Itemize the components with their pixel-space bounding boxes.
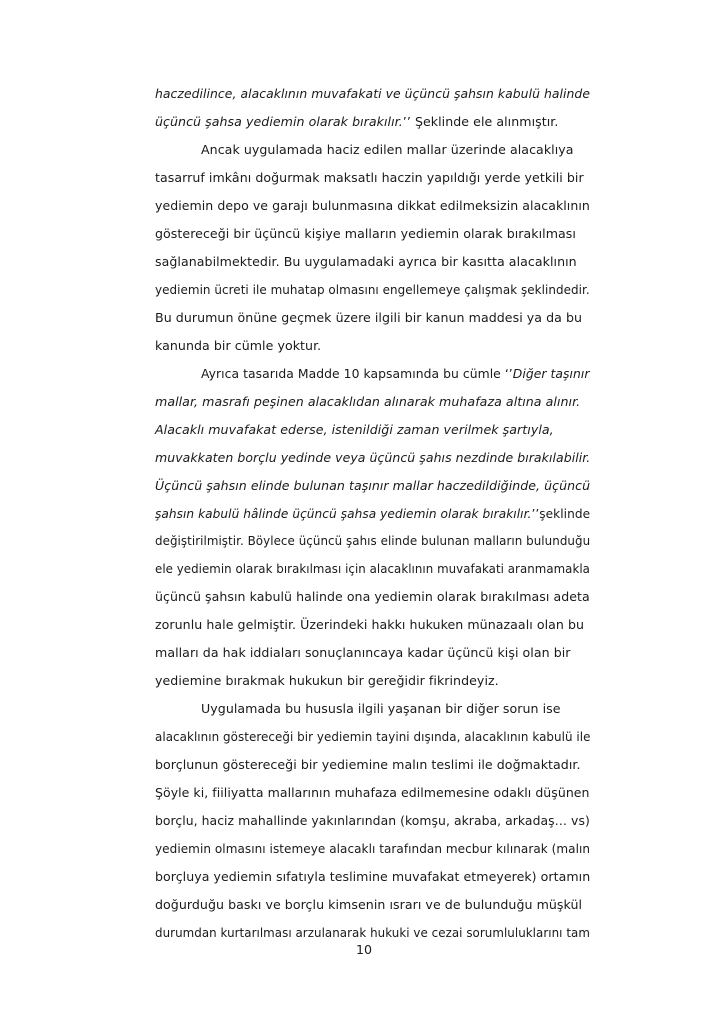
- text-line: kanunda bir cümle yoktur.: [155, 338, 322, 353]
- text-line: durumdan kurtarılması arzulanarak hukuki ve cezai sorumluluklarını tam: [155, 925, 590, 940]
- text-line: doğurduğu baskı ve borçlu kimsenin ısrarı ve de bulunduğu müşkül: [155, 897, 583, 912]
- text-line: şahsın kabulü hâlinde üçüncü şahsa yediemin olarak bırakılır.’’şeklinde: [155, 506, 591, 521]
- text-line: haczedilince, alacaklının muvafakati ve üçüncü şahsın kabulü halinde: [155, 86, 591, 101]
- text-line: muvakkaten borçlu yedinde veya üçüncü şahıs nezdinde bırakılabilir.: [155, 450, 591, 465]
- text-line: mallar, masrafı peşinen alacaklıdan alınarak muhafaza altına alınır.: [155, 394, 581, 409]
- text-line: yediemin depo ve garajı bulunmasına dikkat edilmeksizin alacaklının: [155, 198, 590, 213]
- text-line: Şöyle ki, fiiliyatta mallarının muhafaza edilmemesine odaklı düşünen: [155, 785, 590, 800]
- text-line: değiştirilmiştir. Böylece üçüncü şahıs elinde bulunan malların bulunduğu: [155, 533, 591, 548]
- text-line: borçluya yediemin sıfatıyla teslimine muvafakat etmeyerek) ortamın: [155, 869, 591, 884]
- text-line: Bu durumun önüne geçmek üzere ilgili bir kanun maddesi ya da bu: [155, 310, 583, 325]
- paragraph-start-line: Uygulamada bu hususla ilgili yaşanan bir diğer sorun ise: [201, 701, 561, 716]
- text-line: yediemin olmasını istemeye alacaklı tarafından mecbur kılınarak (malın: [155, 841, 591, 856]
- text-line: alacaklının göstereceği bir yediemin tayini dışında, alacaklının kabulü ile: [155, 729, 591, 744]
- text-line: Üçüncü şahsın elinde bulunan taşınır mallar haczedildiğinde, üçüncü: [155, 478, 591, 493]
- text-line: borçlunun göstereceği bir yediemine malın teslimi ile doğmaktadır.: [155, 757, 581, 772]
- text-line: sağlanabilmektedir. Bu uygulamadaki ayrıca bir kasıtta alacaklının: [155, 254, 577, 269]
- text-line: zorunlu hale gelmiştir. Üzerindeki hakkı hukuken münazaalı olan bu: [155, 617, 585, 632]
- page-number: 10: [355, 942, 373, 957]
- text-line: yediemine bırakmak hukukun bir gereğidir fikrindeyiz.: [155, 673, 499, 688]
- paragraph-start-line: Ancak uygulamada haciz edilen mallar üzerinde alacaklıya: [201, 142, 574, 157]
- text-line: üçüncü şahsın kabulü halinde ona yediemin olarak bırakılması adeta: [155, 589, 590, 604]
- text-line: üçüncü şahsa yediemin olarak bırakılır.’’ Şeklinde ele alınmıştır.: [155, 114, 559, 129]
- text-line: malları da hak iddiaları sonuçlanıncaya kadar üçüncü kişi olan bir: [155, 645, 571, 660]
- text-line: ele yediemin olarak bırakılması için alacaklının muvafakati aranmamakla: [155, 561, 590, 576]
- text-line: borçlu, haciz mahallinde yakınlarından (komşu, akraba, arkadaş… vs): [155, 813, 590, 828]
- text-line: Alacaklı muvafakat ederse, istenildiği zaman verilmek şartıyla,: [155, 422, 554, 437]
- text-line: yediemin ücreti ile muhatap olmasını engellemeye çalışmak şeklindedir.: [155, 282, 590, 297]
- text-line: göstereceği bir üçüncü kişiye malların yediemin olarak bırakılması: [155, 226, 576, 241]
- text-line: tasarruf imkânı doğurmak maksatlı haczin yapıldığı yerde yetkili bir: [155, 170, 584, 185]
- paragraph-start-line: Ayrıca tasarıda Madde 10 kapsamında bu cümle ‘’Diğer taşınır: [201, 366, 590, 381]
